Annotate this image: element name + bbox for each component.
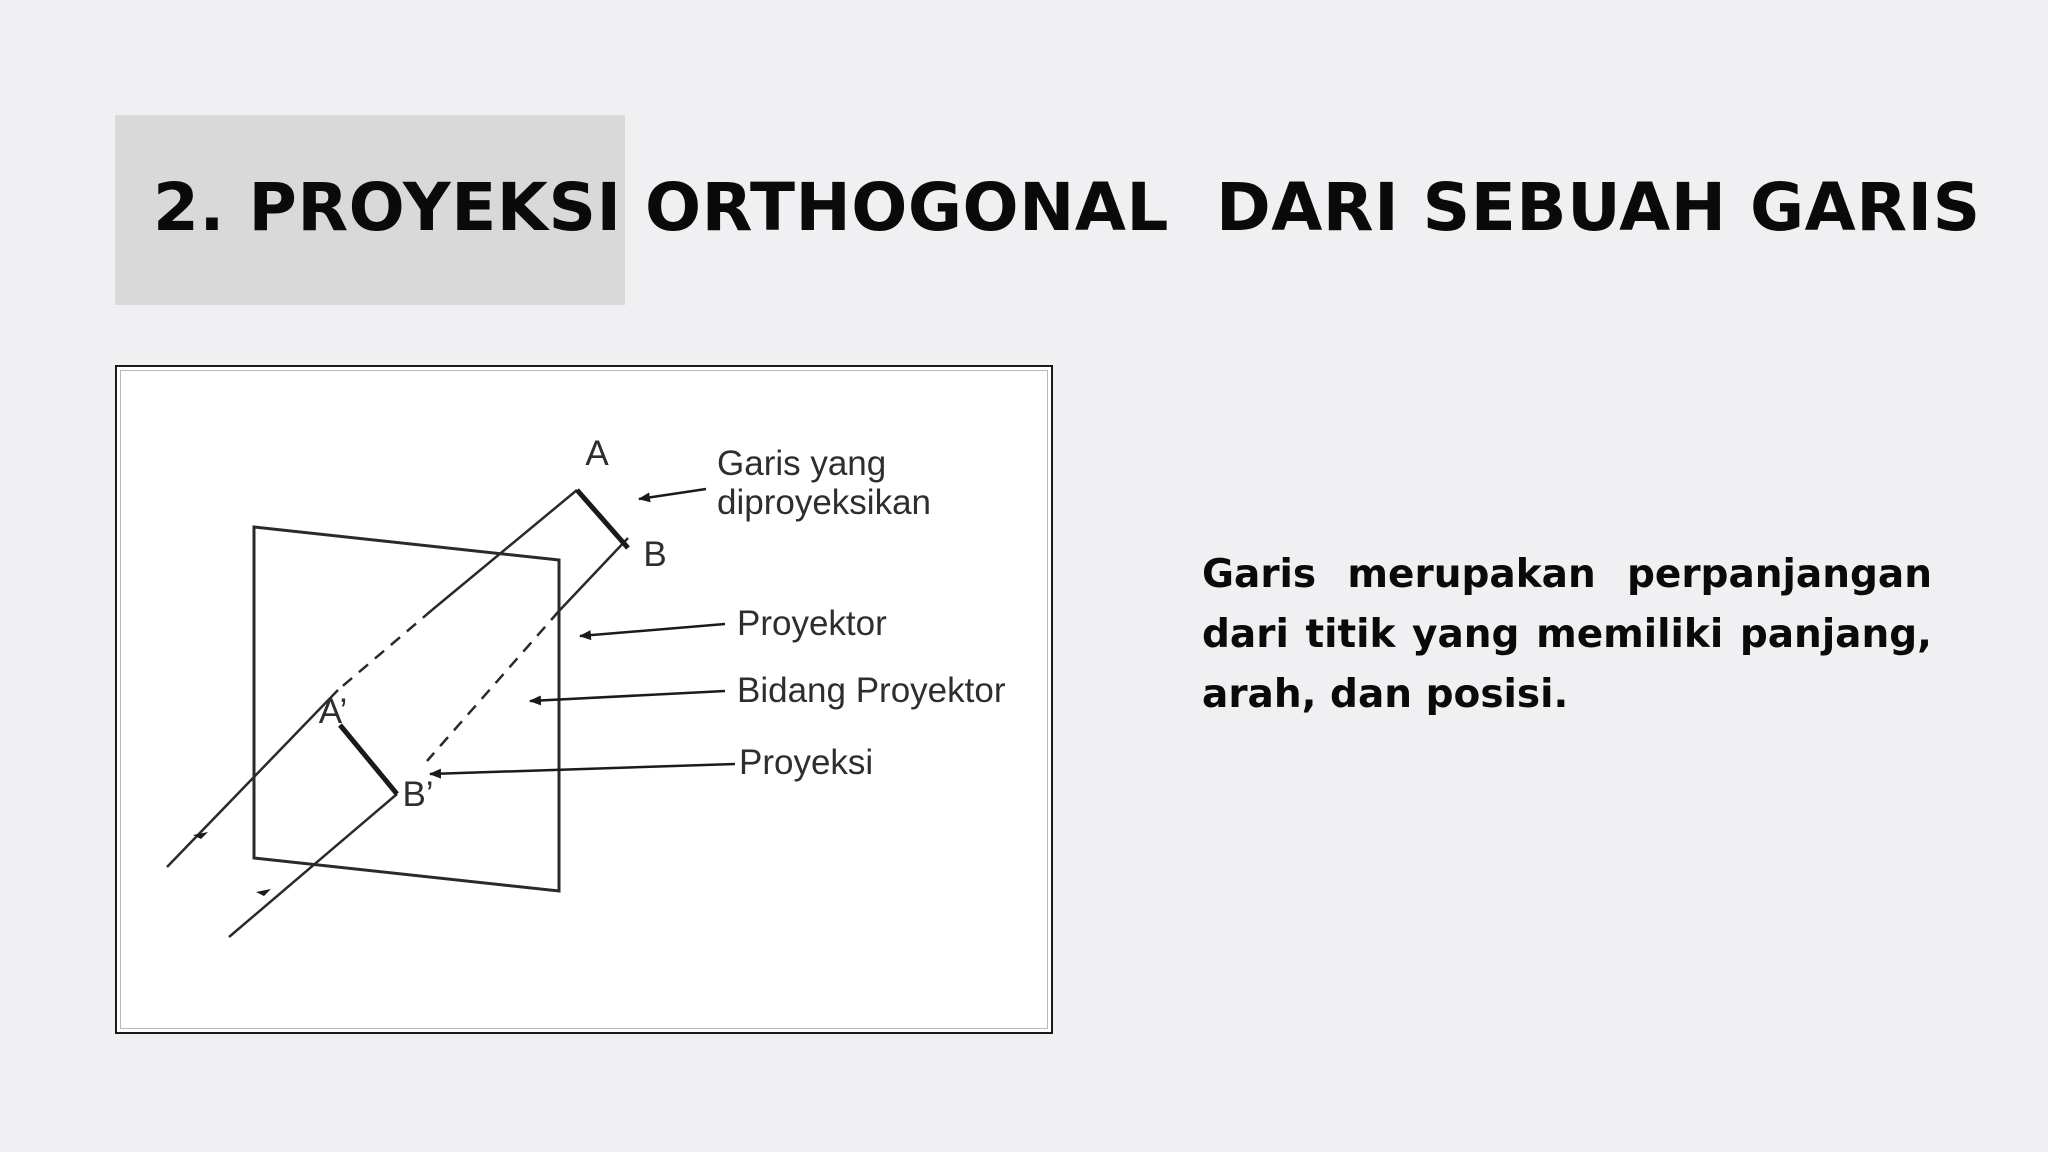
projection-figure	[115, 365, 1053, 1034]
leader-arrow-garis	[639, 489, 706, 499]
leader-arrow-proyeksi	[430, 764, 735, 774]
label-proyeksi: Proyeksi	[739, 743, 874, 782]
projection-diagram	[121, 371, 1047, 1028]
projected-object-line-ab	[577, 490, 628, 548]
label-point-a: A	[585, 434, 609, 473]
projection-plane	[254, 527, 559, 891]
projection-line-a-prime-b-prime	[340, 725, 397, 794]
label-garis-line2: diproyeksikan	[717, 483, 931, 522]
slide-description: Garis merupakan perpanjangan dari titik yang memiliki panjang, arah, dan posisi.	[1202, 552, 1932, 717]
label-point-b: B	[643, 535, 667, 574]
leader-arrow-proyektor	[580, 624, 725, 636]
direction-arrow-b	[256, 889, 271, 896]
projector-line-b-hidden	[427, 611, 559, 761]
projection-figure-canvas	[120, 370, 1048, 1029]
slide-title: 2. PROYEKSI ORTHOGONAL DARI SEBUAH GARIS	[153, 169, 1981, 246]
projector-line-a-hidden	[338, 610, 432, 690]
label-proyektor: Proyektor	[737, 604, 887, 643]
label-bidang-proyektor: Bidang Proyektor	[737, 671, 1006, 710]
label-garis-line1: Garis yang	[717, 444, 887, 483]
label-point-b-prime: B’	[402, 775, 434, 814]
projector-line-b-front	[559, 538, 628, 611]
label-point-a-prime: A’	[318, 692, 348, 731]
